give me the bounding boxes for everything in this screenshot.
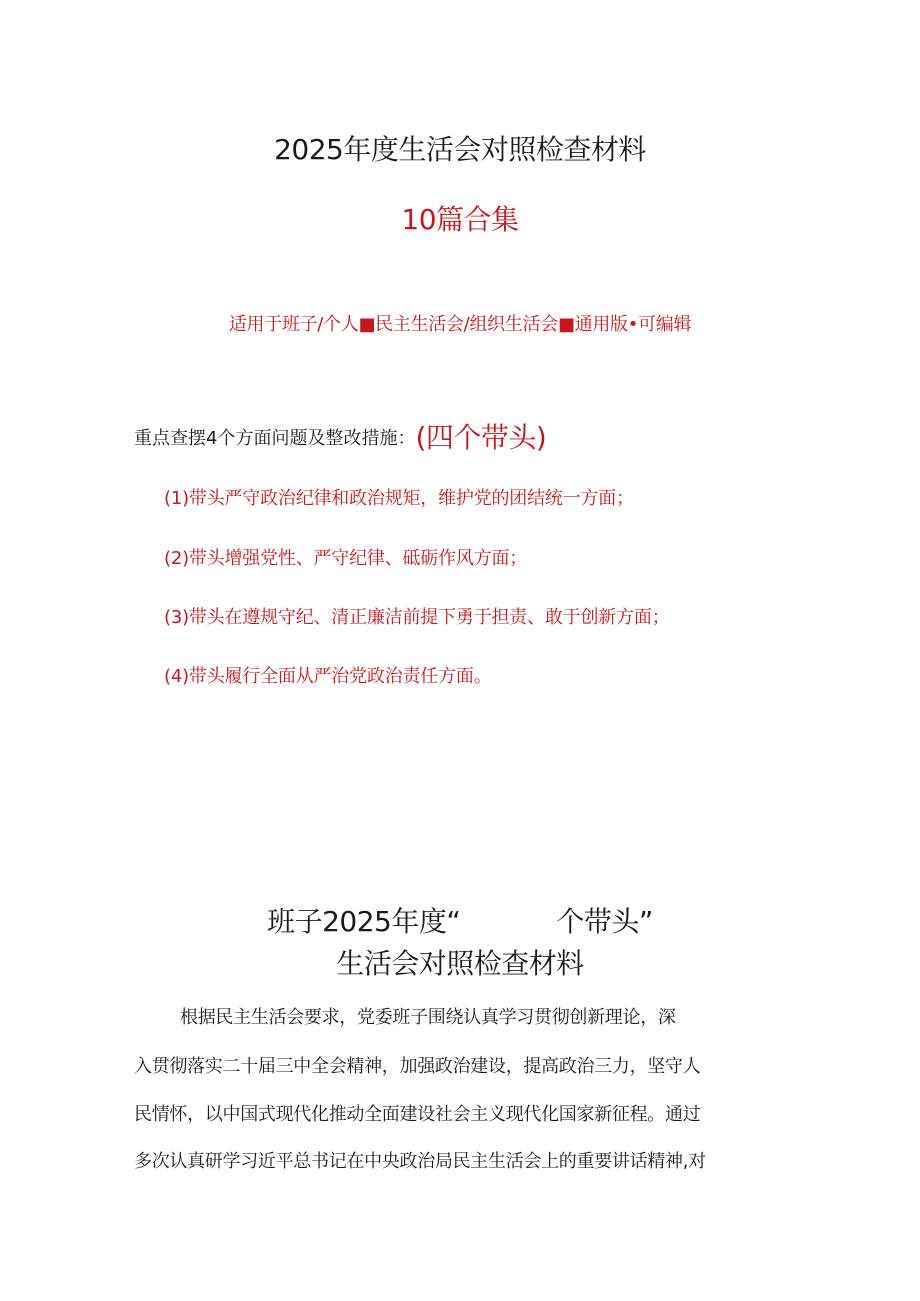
document-tagline: 适用于班子/个人■民主生活会/组织生活会■通用版•可编辑 xyxy=(228,314,692,335)
focus-label: 重点查摆4个方面问题及整改措施： xyxy=(134,428,416,449)
section-title-part2: 个带头” xyxy=(556,905,653,938)
focus-item: (4)带头履行全面从严治党政治责任方面。 xyxy=(164,666,492,687)
document-subtitle: 10篇合集 xyxy=(401,203,519,236)
focus-item: (2)带头增强党性、严守纪律、砥砺作风方面； xyxy=(164,548,528,569)
paragraph-line: 民情怀，以中国式现代化推动全面建设社会主义现代化国家新征程。通过 xyxy=(134,1104,701,1125)
section-title xyxy=(0,900,920,940)
paragraph-line: 多次认真研学习近平总书记在中央政治局民主生活会上的重要讲话精神,对 xyxy=(134,1151,706,1172)
focus-item: (3)带头在遵规守纪、清正廉洁前提下勇于担责、敢于创新方面； xyxy=(164,607,670,628)
section-title-line2: 生活会对照检查材料 xyxy=(336,947,584,980)
document-title: 2025年度生活会对照检查材料 xyxy=(274,133,646,166)
paragraph-line: 入贯彻落实二十届三中全会精神，加强政治建设，提高政治三力，坚守人 xyxy=(134,1056,701,1077)
paragraph-line: 根据民主生活会要求，党委班子围绕认真学习贯彻创新理论，深 xyxy=(180,1007,676,1028)
focus-highlight: (四个带头) xyxy=(415,421,547,454)
focus-item: (1)带头严守政治纪律和政治规矩，维护党的团结统一方面； xyxy=(164,488,634,509)
focus-heading xyxy=(134,416,546,456)
section-title-part1: 班子2025年度“ xyxy=(267,905,461,938)
